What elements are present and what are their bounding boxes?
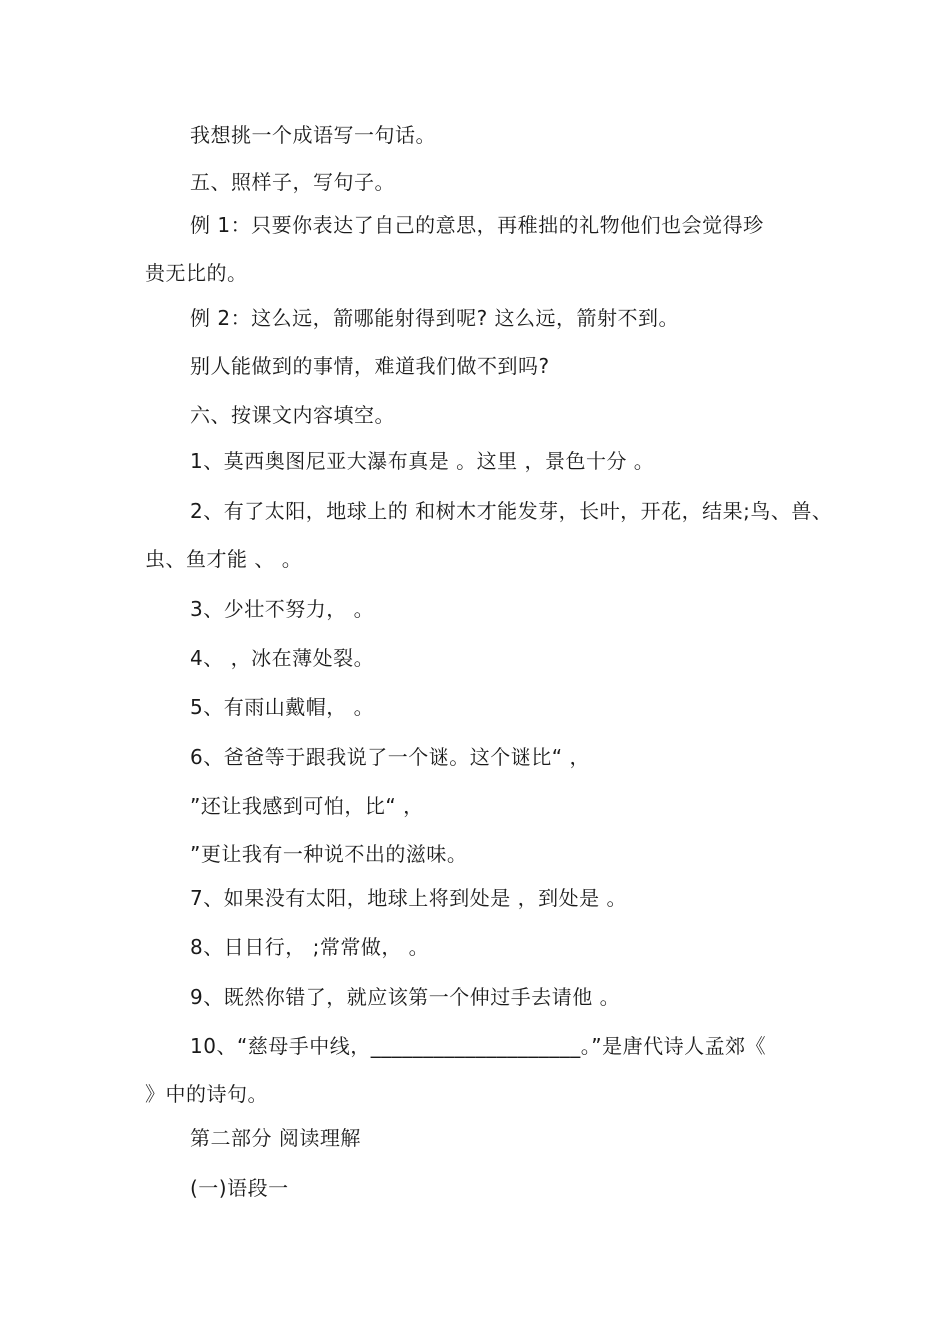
fill-item-7: 7、如果没有太阳，地球上将到处是 ，到处是 。: [190, 886, 627, 910]
example-1-line-2: 贵无比的。: [145, 261, 248, 285]
exercise-sentence: 别人能做到的事情，难道我们做不到吗?: [190, 354, 550, 378]
passage-one-heading: (一)语段一: [190, 1176, 289, 1200]
fill-item-9: 9、既然你错了，就应该第一个伸过手去请他 。: [190, 985, 621, 1009]
part-two-heading: 第二部分 阅读理解: [190, 1126, 361, 1150]
fill-item-5: 5、有雨山戴帽， 。: [190, 695, 375, 719]
fill-item-4: 4、 ，冰在薄处裂。: [190, 646, 375, 670]
fill-item-6-line-1: 6、爸爸等于跟我说了一个谜。这个谜比“ ，: [190, 745, 590, 769]
fill-item-6-line-2: ”还让我感到可怕，比“ ，: [190, 794, 424, 818]
fill-item-6-line-3: ”更让我有一种说不出的滋味。: [190, 842, 468, 866]
fill-item-2-line-1: 2、有了太阳，地球上的 和树木才能发芽，长叶，开花，结果;鸟、兽、: [190, 499, 833, 523]
fill-item-10-line-2: 》中的诗句。: [145, 1082, 268, 1106]
fill-item-2-line-2: 虫、鱼才能 、 。: [145, 547, 303, 571]
fill-item-10-line-1: 10、“慈母手中线，____________________。”是唐代诗人孟郊《: [190, 1034, 767, 1058]
example-1-line-1: 例 1：只要你表达了自己的意思，再稚拙的礼物他们也会觉得珍: [190, 213, 764, 237]
fill-item-1: 1、莫西奥图尼亚大瀑布真是 。这里 ，景色十分 。: [190, 449, 655, 473]
fill-item-3: 3、少壮不努力， 。: [190, 597, 375, 621]
section-heading-6: 六、按课文内容填空。: [190, 403, 395, 427]
fill-item-8: 8、日日行， ;常常做， 。: [190, 935, 430, 959]
text-line-idiom-sentence: 我想挑一个成语写一句话。: [190, 123, 436, 147]
example-2: 例 2：这么远，箭哪能射得到呢? 这么远，箭射不到。: [190, 306, 680, 330]
section-heading-5: 五、照样子，写句子。: [190, 170, 395, 194]
